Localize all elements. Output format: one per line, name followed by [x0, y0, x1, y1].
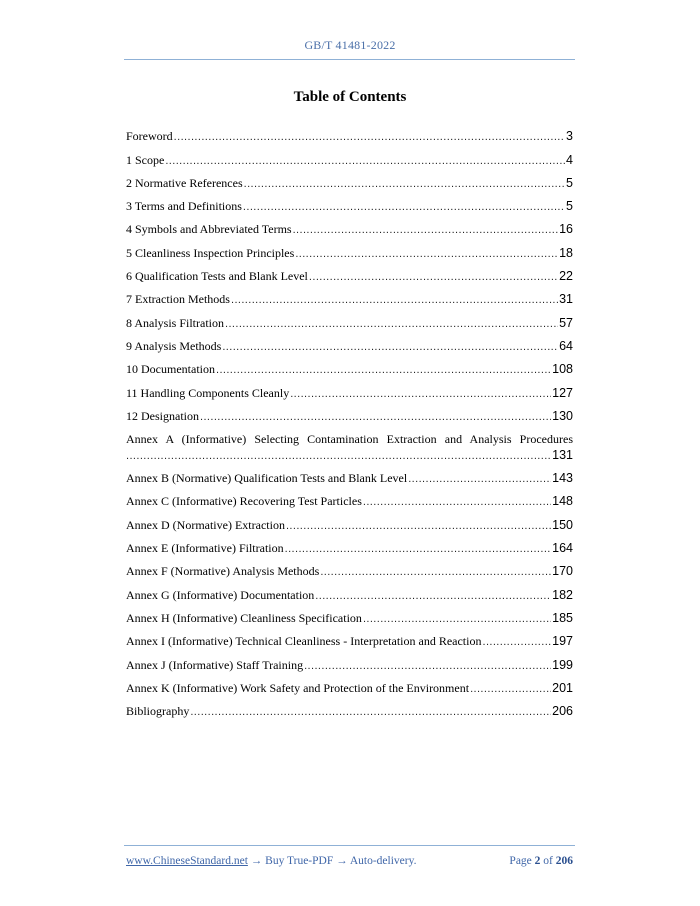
toc-entry[interactable]: 6 Qualification Tests and Blank Level ..... 22 [126, 260, 573, 283]
document-code: GB/T 41481-2022 [304, 38, 396, 52]
website-link[interactable]: www.ChineseStandard.net [126, 855, 248, 867]
toc-entry[interactable]: 5 Cleanliness Inspection Principles ..... 18 [126, 236, 573, 259]
toc-entry[interactable]: Annex A (Informative) Selecting Contamination Extraction and Analysis Procedures ..... 131 [126, 423, 573, 462]
toc-entry[interactable]: Annex E (Informative) Filtration ..... 164 [126, 532, 573, 555]
toc-entry[interactable]: Annex B (Normative) Qualification Tests and Blank Level ..... 143 [126, 462, 573, 485]
toc-entry[interactable]: Annex F (Normative) Analysis Methods ..... 170 [126, 555, 573, 578]
toc-entry[interactable]: 7 Extraction Methods ..... 31 [126, 283, 573, 306]
toc-entry[interactable]: 12 Designation ..... 130 [126, 400, 573, 423]
toc-entry[interactable]: 9 Analysis Methods ..... 64 [126, 330, 573, 353]
toc-entry[interactable]: 1 Scope ..... 4 [126, 143, 573, 166]
toc-entry[interactable]: 3 Terms and Definitions ..... 5 [126, 190, 573, 213]
page-footer [126, 855, 573, 867]
page-indicator: Page 2 of 206 [509, 855, 573, 867]
toc-entry[interactable]: Annex K (Informative) Work Safety and Protection of the Environment ..... 201 [126, 672, 573, 695]
page-title: Table of Contents [293, 89, 407, 105]
toc-entry[interactable]: Annex H (Informative) Cleanliness Specification ..... 185 [126, 602, 573, 625]
header-divider [124, 59, 575, 60]
toc-entry[interactable]: Bibliography ..... 206 [126, 695, 573, 718]
toc-entry[interactable]: Foreword ..... 3 [126, 120, 573, 143]
toc-entry[interactable]: 8 Analysis Filtration ..... 57 [126, 306, 573, 329]
toc-entry[interactable]: 4 Symbols and Abbreviated Terms ..... 16 [126, 213, 573, 236]
toc-entry[interactable]: Annex D (Normative) Extraction ..... 150 [126, 508, 573, 531]
footer-divider [124, 845, 575, 846]
toc-entry[interactable]: Annex G (Informative) Documentation ..... 182 [126, 578, 573, 601]
toc-entry[interactable]: 11 Handling Components Cleanly ..... 127 [126, 376, 573, 399]
toc-entry[interactable]: Annex I (Informative) Technical Cleanliness - Interpretation and Reaction ..... 197 [126, 625, 573, 648]
footer-promo [126, 855, 416, 867]
toc-entry[interactable]: Annex J (Informative) Staff Training ..... 199 [126, 648, 573, 671]
toc-entry[interactable]: 2 Normative References ..... 5 [126, 167, 573, 190]
toc-entry[interactable]: 10 Documentation ..... 108 [126, 353, 573, 376]
toc-entry[interactable]: Annex C (Informative) Recovering Test Particles ..... 148 [126, 485, 573, 508]
promo-text: → Buy True-PDF → Auto-delivery. [250, 855, 417, 867]
table-of-contents [126, 120, 573, 718]
